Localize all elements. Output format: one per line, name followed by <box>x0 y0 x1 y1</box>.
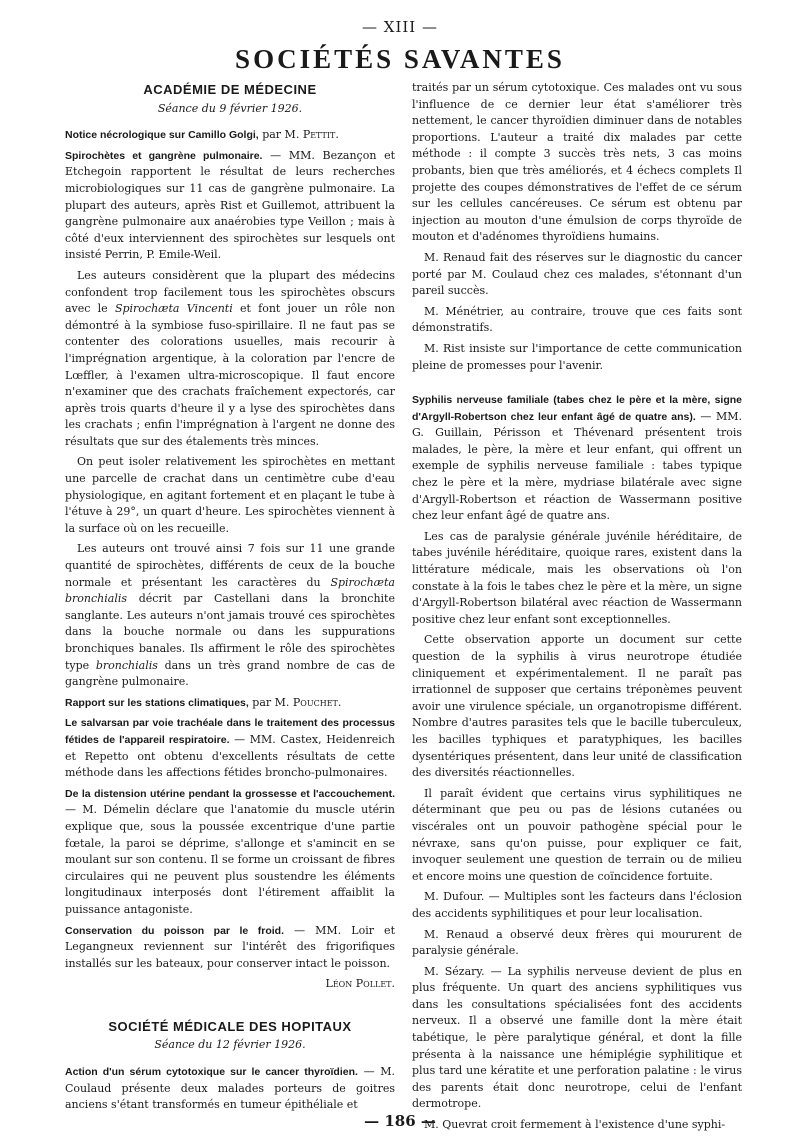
poisson-text: — MM. Loir et Legangneux reviennent sur l'intérêt des frigorifiques installés sur les bateaux, pour conserver intact le poisson. <box>65 923 395 970</box>
spiro-p2a: Les auteurs considèrent que la plupart des médecins confondent trop facilement tous les spirochètes obscurs avec le <box>65 268 395 316</box>
syphilis-p1: — MM. G. Guillain, Périsson et Thévenard présentent trois malades, le père, la mère et leur enfant, qui offrent un exemple de syphilis nerveuse familiale : tabes typique chez le père et la mère, mydriase bilatérale avec signe d'Argyll-Robertson et réaction de Wassermann positive chez leur enfant âgé de quatre ans. <box>412 409 742 523</box>
spiro-paragraph-4 <box>65 541 395 690</box>
golgi-title: Notice nécrologique sur Camillo Golgi, <box>65 129 259 142</box>
page-title: SOCIÉTÉS SAVANTES <box>235 44 565 74</box>
syphilis-title: Syphilis nerveuse familiale (tabes chez le père et la mère, signe d'Argyll-Robertson chez leur enfant âgé de quatre ans). <box>412 394 742 423</box>
golgi-notice <box>65 127 395 144</box>
climat-rest: par M. <box>248 695 293 709</box>
uterine-title: De la distension utérine pendant la grossesse et l'accouchement. <box>65 787 395 800</box>
syphilis-paragraph-4: Il paraît évident que certains virus syphilitiques ne déterminant que peu ou pas de lésions cutanées ou viscérales ont un pouvoir pathogène spécial pour le névraxe, sans qu'on puisse, pour expliquer ce fait, invoquer seulement une question de terrain ou de milieu et encore moins une question de coïncidence fortuite. <box>412 786 742 883</box>
academy-session: Séance du 9 février 1926. <box>157 101 303 115</box>
left-column <box>65 80 395 1118</box>
rist-remark: M. Rist insiste sur l'importance de cette communication pleine de promesses pour l'avenir. <box>412 341 742 372</box>
renaud-remark: M. Renaud fait des réserves sur le diagnostic du cancer porté par M. Coulaud chez ces malades, s'étonnant d'un pareil succès. <box>412 250 742 298</box>
spiro-p4b: décrit par Castellani dans la bronchite sanglante. Les auteurs n'ont jamais trouvé ces spirochètes dans la bouche normale ou dans les suppurations bronchiques banales. Ils affirment le rôle des spirochètes type <box>65 592 395 672</box>
cyto-paragraph <box>65 1064 395 1114</box>
spiro-p4a: Les auteurs ont trouvé ainsi 7 fois sur 11 une grande quantité de spirochètes, différents de ceux de la bouche normale et présentant les caractères du <box>65 542 395 589</box>
salvarsan-paragraph <box>65 715 395 781</box>
hopitaux-title: SOCIÉTÉ MÉDICALE DES HOPITAUX <box>108 1018 352 1034</box>
spiro-p4i1: Spirochæta bronchialis <box>65 575 395 606</box>
spiro-p1: — MM. Bezançon et Etchegoin rapportent le résultat de leurs recherches microbiologiques sur 11 cas de gangrène pulmonaire. La plupart des auteurs, après Rist et Guillemot, attribuent la gangrène pulmonaire aux anaérobies type Veillon ; mais à côté d'eux interviennent des spirochètes sur lesquels ont insisté Perrin, P. Emile-Weil. <box>65 148 396 262</box>
salvarsan-text: — MM. Castex, Heidenreich et Repetto ont obtenu d'excellents résultats de cette méthode dans les affections fétides broncho-pulmonaires. <box>65 732 395 780</box>
uterine-paragraph <box>65 786 395 919</box>
cyto-text: — M. Coulaud présente deux malades porteurs de goitres anciens s'étant transformés en tumeur épithéliale et <box>65 1065 395 1112</box>
poisson-paragraph <box>65 923 395 973</box>
spiro-p4i2: bronchialis <box>95 658 158 672</box>
climat-title: Rapport sur les stations climatiques, <box>65 696 249 709</box>
syphilis-paragraph-3: Cette observation apporte un document sur cette question de la syphilis à virus neurotrope étudiée cliniquement et expérimentalement. Il ne paraît pas irrationnel de supposer que certains tréponèmes peuvent avoir une virulence spéciale, un organotropisme différent. Nombre d'autres parasites tels que le bacille tuberculeux, les bacilles typhiques et paratyphiques, les bacilles dysentériques présentent, dans leur unité de classification des diversités réactionnelles. <box>412 633 742 780</box>
page-folio: — XIII — <box>362 18 438 36</box>
spiro-p2i: Spirochæta Vincenti <box>114 302 233 316</box>
cyto-title: Action d'un sérum cytotoxique sur le cancer thyroïdien. <box>65 1066 358 1079</box>
section-gap <box>65 1003 395 1017</box>
spiro-title: Spirochètes et gangrène pulmonaire. <box>65 149 263 162</box>
hopitaux-session: Séance du 12 février 1926. <box>154 1038 306 1052</box>
section-gap <box>412 378 742 392</box>
uterine-text: — M. Démelin déclare que l'anatomie du muscle utérin explique que, sous la poussée excentrique d'une partie fœtale, la paroi se déprime, s'allonge et s'amincit en se moulant sur son contenu. Il se forme un croissant de fibres circulaires qui ne peuvent plus soustendre les éléments longitudinaux interposés dont l'étirement affaiblit la puissance antagoniste. <box>65 803 395 916</box>
quevrat-remark: M. Quevrat croit fermement à l'existence d'une syphi- <box>424 1118 726 1132</box>
climat-notice <box>65 695 395 712</box>
spiro-paragraph-2 <box>65 268 395 451</box>
climat-author: Pouchet. <box>292 695 342 709</box>
poisson-title: Conservation du poisson par le froid. <box>65 924 285 937</box>
academy-signature: Léon Pollet. <box>325 977 395 991</box>
page-number: — 186 — <box>364 1112 436 1130</box>
spiro-p2b: et font jouer un rôle non démontré à la symbiose fuso-spirillaire. Il ne faut pas se contenter des colorations usuelles, mais recourir à l'imprégnation argentique, à la coloration par l'encre de Lœffler, à l'examen ultra-microscopique. Il faut encore n'examiner que des crachats fraîchement expectorés, car après trois quarts d'heure il y a lyse des spirochètes dans les crachats ; enfin l'imprégnation à l'argent ne donne des résultats que sur des étalements très minces. <box>65 302 395 448</box>
menetrier-remark: M. Ménétrier, au contraire, trouve que ces faits sont démonstratifs. <box>412 304 742 335</box>
dufour-remark: M. Dufour. — Multiples sont les facteurs dans l'éclosion des accidents syphilitiques et pour leur localisation. <box>412 890 742 920</box>
spiro-paragraph-3: On peut isoler relativement les spirochètes en mettant une parcelle de crachat dans un centimètre cube d'eau physiologique, en agitant fortement et en plaçant le tube à l'étuve à 29°, un quart d'heure. Les spirochètes viennent à la surface où on les recueille. <box>65 455 395 535</box>
cyto-continued: traités par un sérum cytotoxique. Ces malades ont vu sous l'influence de ce dernier leur état s'améliorer très nettement, le cancer thyroïdien diminuer dans de notables proportions. L'auteur a traité dix malades par cette méthode : il compte 3 succès très nets, 3 cas moins probants, bien que très améliorés, et 4 échecs complets Il projette des coupes démonstratives de l'effet de ce sérum sur les cellules cancéreuses. Ce sérum est obtenu par injection au mouton d'une émulsion de corps thyroïde de mouton et d'adénomes thyroïdiens humains. <box>412 81 742 244</box>
syphilis-paragraph-1 <box>412 392 742 525</box>
golgi-rest: par M. <box>258 128 303 142</box>
academy-title: ACADÉMIE DE MÉDECINE <box>143 82 317 97</box>
syphilis-paragraph-2: Les cas de paralysie générale juvénile héréditaire, de tabes juvénile héréditaire, quoique rares, existent dans la littérature médicale, mais les observations où l'on constate à la fois le tabes chez le père et la mère, un signe d'Argyll-Robertson bilatéral avec réaction de Wassermann positive chez leur enfant sont exceptionnelles. <box>412 529 742 626</box>
spiro-paragraph-1 <box>65 148 395 264</box>
right-column <box>412 80 742 1138</box>
salvarsan-title: Le salvarsan par voie trachéale dans le traitement des processus fétides de l'appareil respiratoire. <box>65 717 395 746</box>
spiro-p4c: dans un très grand nombre de cas de gangrène pulmonaire. <box>65 658 396 689</box>
sezary-remark: M. Sézary. — La syphilis nerveuse devient de plus en plus fréquente. Un quart des anciens syphilitiques vus dans les consultations spécialisées font des accidents nerveux. Il a observé une famille dont la mère était tabétique, le père paralytique général, et dont la fille présenta à la naissance une hémiplégie syphilitique et plus tard une kératite et une perforation palatine : le virus des parents était donc neurotrope, celui de l'enfant dermotrope. <box>412 964 742 1111</box>
golgi-author: Pettit. <box>302 128 339 142</box>
renaud-remark-2: M. Renaud a observé deux frères qui moururent de paralysie générale. <box>412 927 742 958</box>
